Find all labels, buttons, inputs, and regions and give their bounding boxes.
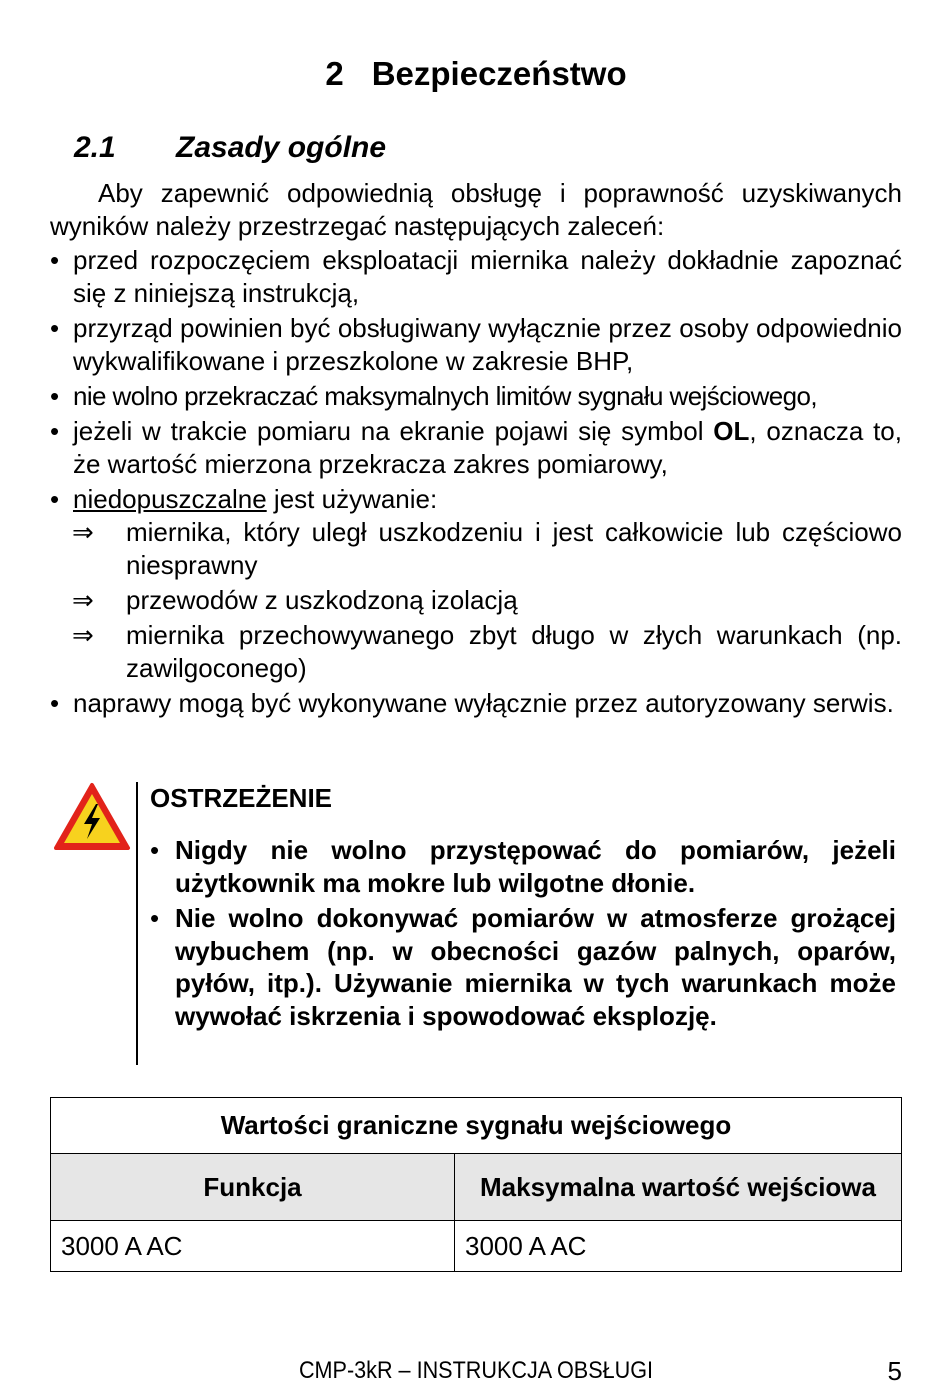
section-title: Bezpieczeństwo <box>371 55 627 92</box>
implies-arrow-icon: ⇒ <box>72 517 94 547</box>
implies-arrow-icon: ⇒ <box>72 620 94 650</box>
table-caption: Wartości graniczne sygnału wejściowego <box>51 1098 902 1154</box>
subsection-number: 2.1 <box>74 131 116 164</box>
list-item: • Nie wolno dokonywać pomiarów w atmosferze grożącej wybuchem (np. w obecności gazów palnych, oparów, pyłów, itp.). Używanie miernika w tych warunkach może wywołać iskrzenia i spowodować eksplozję. <box>150 903 896 1031</box>
bullet-icon: • <box>50 416 60 446</box>
list-item: ⇒ przewodów z uszkodzoną izolacją <box>72 585 518 615</box>
column-header-max-input: Maksymalna wartość wejściowa <box>455 1154 902 1221</box>
bullet-icon: • <box>150 835 160 865</box>
list-item: • niedopuszczalne jest używanie: ⇒ miernika, który uległ uszkodzeniu i jest całkowicie lub częściowo niesprawny ⇒ przewodów z uszkodzoną izolacją ⇒ miernika przechowywanego zbyt długo w złych warunkach (np. zawilgoconego) <box>50 484 902 683</box>
bullet-icon: • <box>150 903 160 933</box>
implies-arrow-icon: ⇒ <box>72 585 94 615</box>
table-cell: 3000 A AC <box>455 1221 902 1272</box>
list-item: • przyrząd powinien być obsługiwany wyłącznie przez osoby odpowiednio wykwalifikowane i przeszkolone w zakresie BHP, <box>50 313 902 376</box>
list-item: ⇒ miernika przechowywanego zbyt długo w złych warunkach (np. zawilgoconego) <box>72 620 902 683</box>
section-number: 2 <box>325 55 344 92</box>
bullet-icon: • <box>50 245 60 275</box>
footer-document-title: CMP-3kR – INSTRUKCJA OBSŁUGI <box>298 1357 654 1384</box>
warning-title: OSTRZEŻENIE <box>150 783 333 813</box>
bullet-icon: • <box>50 484 60 514</box>
underlined-word: niedopuszczalne <box>73 484 267 514</box>
list-item: • nie wolno przekraczać maksymalnych limitów sygnału wejściowego, <box>50 381 817 411</box>
list-item: • Nigdy nie wolno przystępować do pomiarów, jeżeli użytkownik ma mokre lub wilgotne dłonie. <box>150 835 896 898</box>
bullet-icon: • <box>50 381 59 411</box>
forbidden-list <box>50 516 902 685</box>
subsection-heading <box>74 128 386 168</box>
list-item: • naprawy mogą być wykonywane wyłącznie przez autoryzowany serwis. <box>50 688 894 718</box>
list-item: • przed rozpoczęciem eksploatacji miernika należy dokładnie zapoznać się z niniejszą instrukcją, <box>50 245 902 308</box>
intro-paragraph: Aby zapewnić odpowiednią obsługę i poprawność uzyskiwanych wyników należy przestrzegać następujących zaleceń: <box>50 178 902 241</box>
column-header-function: Funkcja <box>51 1154 455 1221</box>
rules-list <box>50 244 902 722</box>
table-row <box>51 1221 902 1272</box>
page-number: 5 <box>887 1356 902 1386</box>
warning-list <box>150 834 896 1035</box>
section-heading <box>50 52 902 96</box>
high-voltage-warning-icon <box>53 782 131 852</box>
ol-symbol: OL <box>713 416 750 446</box>
input-limits-table <box>50 1097 902 1272</box>
subsection-title: Zasady ogólne <box>176 131 387 164</box>
bullet-icon: • <box>50 313 60 343</box>
list-item: • jeżeli w trakcie pomiaru na ekranie pojawi się symbol OL, oznacza to, że wartość mierzona przekracza zakres pomiarowy, <box>50 416 902 479</box>
page-footer <box>50 1354 902 1388</box>
bullet-icon: • <box>50 688 60 718</box>
table-cell: 3000 A AC <box>51 1221 455 1272</box>
list-item: ⇒ miernika, który uległ uszkodzeniu i jest całkowicie lub częściowo niesprawny <box>72 517 902 580</box>
warning-divider <box>136 782 138 1065</box>
